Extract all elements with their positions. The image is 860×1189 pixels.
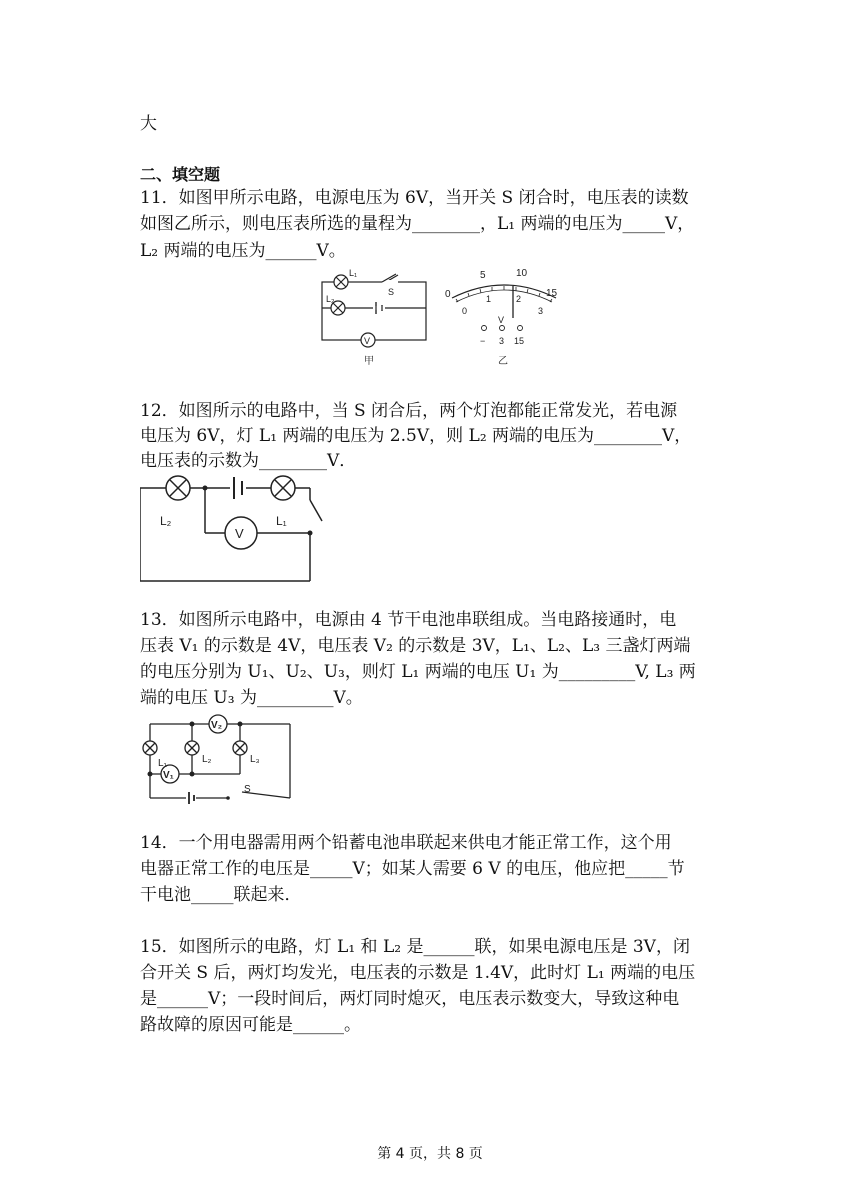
voltmeter-v1: V₁ <box>163 770 174 781</box>
question-text-line: 12．如图所示的电路中，当 S 闭合后，两个灯泡都能正常发光，若电源 <box>140 401 678 421</box>
lower-scale-3: 3 <box>538 306 544 316</box>
question-text-line: 合开关 S 后，两灯均发光，电压表的示数是 1.4V，此时灯 L₁ 两端的电压 <box>140 963 696 983</box>
upper-scale-10: 10 <box>516 268 528 279</box>
question-text-line: 电压为 6V，灯 L₁ 两端的电压为 2.5V，则 L₂ 两端的电压为________V， <box>140 426 692 446</box>
voltmeter-symbol: V <box>364 336 371 346</box>
question-text-line: 干电池_____联起来． <box>140 885 302 905</box>
label-l3: L₃ <box>250 754 260 765</box>
voltmeter-dial-yi <box>440 262 570 372</box>
circuit-diagram-jia <box>316 262 434 370</box>
label-l1: L₁ <box>276 514 287 528</box>
label-l2: L₂ <box>160 514 172 528</box>
label-l2: L₂ <box>202 754 212 765</box>
question-text-line: 15．如图所示的电路，灯 L₁ 和 L₂ 是______联，如果电源电压是 3V，闭 <box>140 937 690 957</box>
lower-scale-0: 0 <box>462 306 468 316</box>
question-text-line: 压表 V₁ 的示数是 4V，电压表 V₂ 的示数是 3V，L₁、L₂、L₃ 三盏灯两端 <box>140 636 691 656</box>
label-l2: L₂ <box>326 294 335 304</box>
voltmeter-v2: V₂ <box>211 720 223 731</box>
question-text-line: 的电压分别为 U₁、U₂、U₃，则灯 L₁ 两端的电压 U₁ 为_________V, L₃ 两 <box>140 662 696 682</box>
figure-caption-yi: 乙 <box>498 356 508 367</box>
question-text-line: 是______V；一段时间后，两灯同时熄灭，电压表示数变大，导致这种电 <box>140 989 680 1009</box>
question-text-line: L₂ 两端的电压为______V。 <box>140 241 346 261</box>
voltmeter-symbol: V <box>235 526 244 541</box>
previous-answer-fragment: 大 <box>140 114 157 134</box>
question-text-line: 11．如图甲所示电路，电源电压为 6V，当开关 S 闭合时，电压表的读数 <box>140 188 689 208</box>
label-s: S <box>244 784 251 795</box>
terminal-3: 3 <box>499 336 505 346</box>
page-footer: 第 4 页，共 8 页 <box>377 1146 483 1162</box>
section-heading: 二、填空题 <box>140 165 221 184</box>
label-l1: L₁ <box>158 758 167 769</box>
question-text-line: 如图乙所示，则电压表所选的量程为________，L₁ 两端的电压为_____V， <box>140 214 695 234</box>
terminal-15: 15 <box>514 336 525 346</box>
upper-scale-0: 0 <box>445 289 451 300</box>
figure-caption-jia: 甲 <box>364 356 374 367</box>
question-text-line: 电压表的示数为________V． <box>140 451 357 471</box>
terminal-negative: − <box>480 336 486 346</box>
upper-scale-5: 5 <box>480 270 486 281</box>
question-text-line: 路故障的原因可能是______。 <box>140 1015 361 1035</box>
circuit-diagram-q12 <box>140 473 326 583</box>
unit-label: V <box>498 315 505 325</box>
label-l1: L₁ <box>349 268 358 278</box>
label-s: S <box>388 287 395 297</box>
lower-scale-1: 1 <box>486 294 492 304</box>
upper-scale-15: 15 <box>546 288 558 299</box>
question-text-line: 13．如图所示电路中，电源由 4 节干电池串联组成。当电路接通时，电 <box>140 610 677 630</box>
question-text-line: 14．一个用电器需用两个铅蓄电池串联起来供电才能正常工作，这个用 <box>140 833 672 853</box>
question-text-line: 电器正常工作的电压是_____V；如某人需要 6 V 的电压，他应把_____节 <box>140 859 685 879</box>
lower-scale-2: 2 <box>516 294 522 304</box>
question-text-line: 端的电压 U₃ 为_________V。 <box>140 688 363 708</box>
circuit-diagram-q13 <box>140 708 295 804</box>
